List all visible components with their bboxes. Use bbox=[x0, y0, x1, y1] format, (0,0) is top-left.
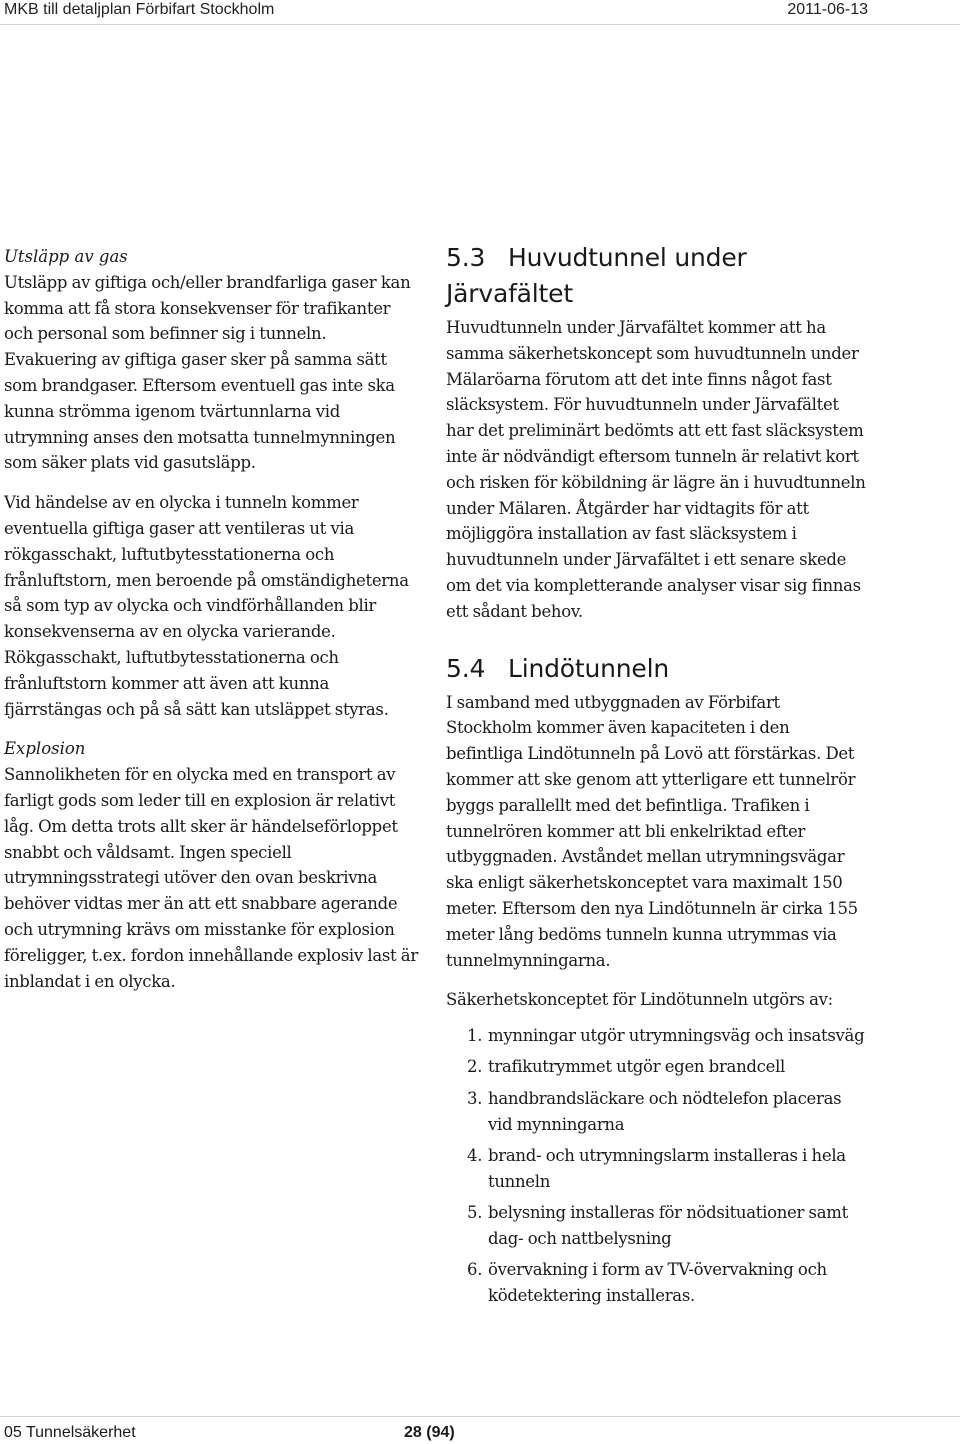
page-header bbox=[0, 0, 960, 25]
page-footer bbox=[0, 1416, 960, 1444]
explosion-paragraph: Sannolikheten för en olycka med en transport av farligt gods som leder till en explosion är relativt låg. Om detta trots allt sker är händelseförloppet snabbt och våldsamt. Ingen speciell utrymningsstrategi utöver den ovan beskrivna behöver vidtas mer än att ett snabbare agerande och utrymning krävs om misstanke för explosion föreligger, t.ex. fordon innehållande explosiv last är inblandat i en olycka. bbox=[4, 765, 418, 991]
list-item: 6. övervakning i form av TV-övervakning och ködetektering installeras. bbox=[467, 1260, 827, 1305]
section-5-4-title: Lindötunneln bbox=[508, 653, 669, 683]
section-5-4-paragraph: I samband med utbyggnaden av Förbifart Stockholm kommer även kapaciteten i den befintliga Lindötunneln på Lovö att förstärkas. Det kommer att ske genom att ytterligare ett tunnelrör byggs parallellt med det befintliga. Trafiken i tunnelrören kommer att bli enkelriktad efter utbyggnaden. Avståndet mellan utrymningsvägar ska enligt säkerhetskonceptet vara maximalt 150 meter. Eftersom den nya Lindötunneln är cirka 155 meter lång bedöms tunneln kunna utrymmas via tunnelmynningarna. bbox=[446, 692, 858, 970]
safety-concept-list bbox=[446, 1023, 866, 1308]
document-date: 2011-06-13 bbox=[787, 1, 868, 18]
gas-release-heading: Utsläpp av gas bbox=[4, 247, 128, 266]
gas-release-paragraph: Utsläpp av giftiga och/eller brandfarliga gaser kan komma att få stora konsekvenser för trafikanter och personal som befinner sig i tunneln. Evakuering av giftiga gaser sker på samma sätt som brandgaser. Eftersom eventuell gas inte ska kunna strömma igenom tvärtunnlarna vid utrymning anses den motsatta tunnelmynningen som säker plats vid gasutsläpp. bbox=[4, 272, 411, 473]
page-number: 28 (94) bbox=[404, 1424, 455, 1441]
list-item: 4. brand- och utrymningslarm installeras i hela tunneln bbox=[467, 1145, 846, 1191]
list-item: 1. mynningar utgör utrymningsväg och insatsväg bbox=[467, 1026, 865, 1046]
document-title: MKB till detaljplan Förbifart Stockholm bbox=[4, 1, 275, 18]
list-item: 5. belysning installeras för nödsituationer samt dag- och nattbelysning bbox=[467, 1202, 848, 1248]
section-5-4-number: 5.4 bbox=[446, 653, 486, 683]
explosion-heading: Explosion bbox=[4, 739, 86, 759]
incident-paragraph: Vid händelse av en olycka i tunneln kommer eventuella giftiga gaser att ventileras ut via rökgasschakt, luftutbytesstationerna och frånluftstorn, men beroende på omständigheterna så som typ av olycka och vindförhållanden blir konsekvenserna av en olycka varierande. Rökgasschakt, luftutbytesstationerna och frånluftstorn kommer att även att kunna fjärrstängas och på så sätt kan utsläppet styras. bbox=[4, 493, 409, 719]
section-5-3-heading bbox=[446, 240, 866, 312]
section-5-3-number: 5.3 bbox=[446, 243, 486, 272]
chapter-label: 05 Tunnelsäkerhet bbox=[4, 1424, 136, 1441]
list-intro: Säkerhetskonceptet för Lindötunneln utgörs av: bbox=[446, 990, 833, 1010]
section-5-3-paragraph: Huvudtunneln under Järvafältet kommer att ha samma säkerhetskoncept som huvudtunneln under Mälaröarna förutom att det inte finns något fast släcksystem. För huvudtunneln under Järvafältet har det preliminärt bedömts att ett fast släcksystem inte är nödvändigt eftersom tunneln är relativt kort och risken för köbildning är lägre än i huvudtunneln under Mälaren. Åtgärder har vidtagits för att möjliggöra installation av fast släcksystem i huvudtunneln under Järvafältet i ett senare skede om det via kompletterande analyser visar sig finnas ett sådant behov. bbox=[446, 318, 866, 621]
section-5-4-heading bbox=[446, 651, 866, 687]
list-item: 3. handbrandsläckare och nödtelefon placeras vid mynningarna bbox=[467, 1088, 842, 1134]
section-5-3-title: Huvudtunnel under Järvafältet bbox=[446, 243, 747, 308]
list-item: 2. trafikutrymmet utgör egen brandcell bbox=[467, 1057, 786, 1077]
left-column bbox=[4, 244, 422, 994]
right-column bbox=[446, 240, 866, 1314]
